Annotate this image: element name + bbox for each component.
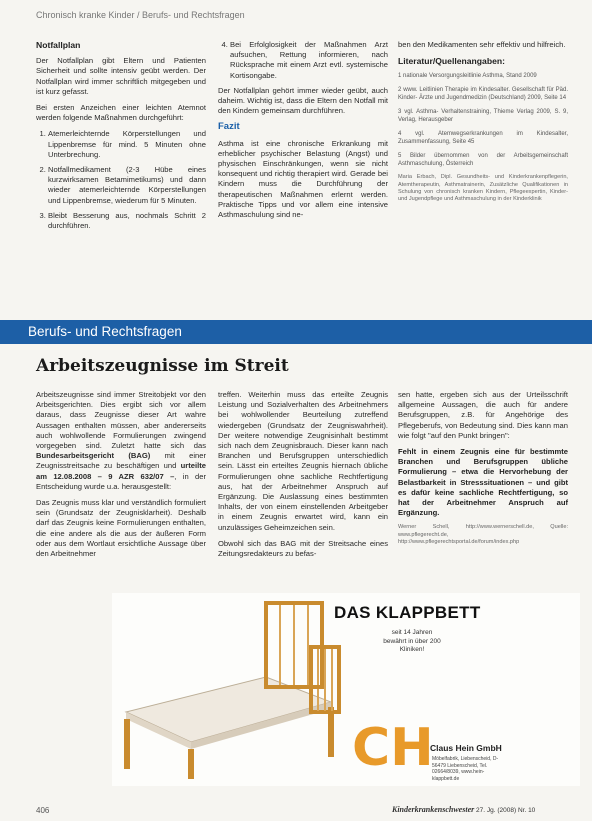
paragraph: Asthma ist eine chronische Erkrankung mit erheblicher psychischer Belastung (Angst) und physischen Einschränkungen, wenn sie nicht konsequent und richtig therapiert wird. Gerade bei Kindern muss die Durchführung der therapeutischen Maßnahmen erlernt werden. Praktische Tipps und vor allem eine intensive Asthmaschulung sind ne- [218,138,388,220]
ad-headline: DAS KLAPPBETT [334,603,481,622]
summary-callout: Fehlt in einem Zeugnis eine für bestimmte Branchen und Berufsgruppen übliche Formulierung – etwa die Hervorhebung der Belastbarkeit in Stresssituationen – und gibt es dafür keine sachliche Rechtfertigung, so hat der Arbeitnehmer Anspruch auf Ergänzung. [398,447,568,518]
journal-name: Kinderkrankenschwester [392,805,475,814]
emergency-steps-list [36,129,206,231]
paragraph: Arbeitszeugnisse sind immer Streitobjekt vor den Arbeitsgerichten. Dies ergibt sich vor allem daraus, dass Zeugnisse dieser Art wahre Aussagen enthalten müssen, aber andererseits auch wohlwollende Formulierungen zwingend vorgegeben sind. Zuletzt hatte sich das Bundesarbeitsgericht (BAG) mit einer Zeugnisstreitsache zu beschäftigen und urteilte am 12.08.2008 – 9 AZR 632/07 –, in der Entscheidung wurde u.a. herausgestellt: [36,390,206,491]
company-logo [352,713,442,773]
article1-column-2 [218,40,388,226]
ad-tagline: seit 14 Jahren bewährt in über 200 Kliniken! [383,629,441,653]
notfallplan-heading: Notfallplan [36,40,81,50]
list-item: 4 vgl. Atemwegserkrankungen im Kindesalter, Zusammenfassung, Seite 45 [398,131,568,146]
running-head: Chronisch kranke Kinder / Berufs- und Rechtsfragen [36,10,245,20]
folded-bed-illustration [262,593,326,691]
article1-column-3 [398,40,568,204]
section-banner [0,320,592,344]
paragraph: Das Zeugnis muss klar und verständlich formuliert sein (Grundsatz der Zeugnisklarheit). Deshalb darf das Zeugnis keine Formulierungen enthalten, die eine andere als die aus der äußeren Form oder aus dem Wortlaut ersichtliche Aussage über den Arbeitnehmer [36,498,206,559]
journal-footer [392,805,535,814]
paragraph: Der Notfallplan gehört immer wieder geübt, auch daheim. Wichtig ist, dass die Eltern den Notfall mit den Kindern gemeinsam durchführen. [218,85,388,116]
journal-issue: 27. Jg. (2008) Nr. 10 [476,807,536,814]
paragraph: Bei ersten Anzeichen einer leichten Atemnot werden folgende Maßnahmen durchgeführt: [36,103,206,123]
paragraph: treffen. Weiterhin muss das erteilte Zeugnis Leistung und Sozialverhalten des Arbeitnehmers bei wohlwollender Beurteilung zutreffend wiedergeben (Grundsatz der Zeugniswahrheit). Der weitere notwendige Zeugnisinhalt bestimmt sich nach dem Zeugnisbrauch. Dieser kann nach Branchen und Berufsgruppen unterschiedlich sein. Lässt ein erteiltes Zeugnis hiernach übliche Formulierungen ohne sachliche Rechtfertigung aus, hat der Arbeitnehmer Anspruch auf Ergänzung. Die Auslassung eines bestimmten Inhalts, der von einem einstellenden Arbeitgeber in einem Zeugnis erwartet wird, kann ein unzulässiges Geheimzeichen sein. [218,390,388,532]
emergency-steps-list-continued [218,40,388,81]
list-item: 4. Bei Erfolglosigkeit der Maßnahmen Arzt aufsuchen, Rettung informieren, nach Rücksprache mit einem Arzt evtl. systemische Kortisongabe. [230,40,388,81]
article2-column-2 [218,390,388,565]
article-title: Arbeitszeugnisse im Streit [36,356,289,376]
list-item: 5 Bilder übernommen von der Arbeitsgemeinschaft Asthmaschulung, Österreich [398,153,568,168]
fazit-heading: Fazit [218,121,240,133]
page-number: 406 [36,806,50,815]
ruling-reference: urteilte am 12.08.2008 – 9 AZR 632/07 – [36,461,206,481]
literature-list [398,72,568,168]
paragraph: Der Notfallplan gibt Eltern und Patienten Sicherheit und sollte intensiv geübt werden. Der Notfallplan wird immer schriftlich mitgegeben und ist kurz gefasst. [36,56,206,96]
section-banner-label: Berufs- und Rechtsfragen [28,324,182,339]
paragraph: ben den Medikamenten sehr effektiv und hilfreich. [398,40,566,49]
article2-column-1 [36,390,206,565]
ad-company: Claus Hein GmbH [430,743,502,753]
list-item: 1 nationale Versorgungsleitlinie Asthma, Stand 2009 [398,73,537,80]
paragraph: sen hatte, ergeben sich aus der Urteilsschrift allgemeine Aussagen, die auch für andere Berufsgruppen, z.B. für Angehörige des Pflegeberufs, von Bedeutung sind. Dies kann man wie folgt "auf den Punkt bringen": [398,390,568,440]
court-name: Bundesarbeitsgericht (BAG) [36,451,151,461]
list-item: 3 vgl. Asthma- Verhaltenstraining, Thieme Verlag 2009, S. 9, Verlag, Herausgeber [398,109,568,124]
article1-column-1 [36,40,206,236]
list-item: 2. Notfallmedikament (2-3 Hübe eines kurzwirksamen Betamimetikums) und dann wieder atemerleichternde Körperstellungen und Lippenbremse, wiederum für 5 Minuten. [48,165,206,206]
literature-heading: Literatur/Quellenangaben: [398,56,505,67]
paragraph: Obwohl sich das BAG mit der Streitsache eines Zeitungsredakteurs zu befas- [218,538,388,559]
svg-text:CH: CH [352,718,434,773]
list-item: 1. Atemerleichternde Körperstellungen und Lippenbremse für mind. 5 Minuten ohne Unterbrechung. [48,129,206,160]
source-note: Werner Schell, http://www.wernerschell.de, Quelle: www.pflegerecht.de, http://www.pflegerechtsportal.de/forum/index.php [398,524,568,546]
ad-address: Möbelfabrik, Liebenscheid, D-56479 Liebenscheid, Tel. 02664/8039, www.hein-klappbett.de [432,756,499,782]
author-note: Maria Erbach, Dipl. Gesundheits- und Kinderkrankenpflegerin, Atemtherapeutin, Asthmatrainerin, Zusätzliche Qualifikationen in Schulung von chronisch kranken Kindern, Pflegeexpertin, Kinder- und Jugendpflege und Asthmaschulung in der Kinderklinik [398,174,568,203]
advertisement [112,593,580,786]
list-item: 3. Bleibt Besserung aus, nochmals Schritt 2 durchführen. [48,211,206,231]
article2-column-3 [398,390,568,546]
list-item: 2 www. Leitlinien Therapie im Kindesalter. Gesellschaft für Päd. Kinder- Ärzte und Jugendmedizin (Deutschland) 2009, Seite 14 [398,87,568,102]
